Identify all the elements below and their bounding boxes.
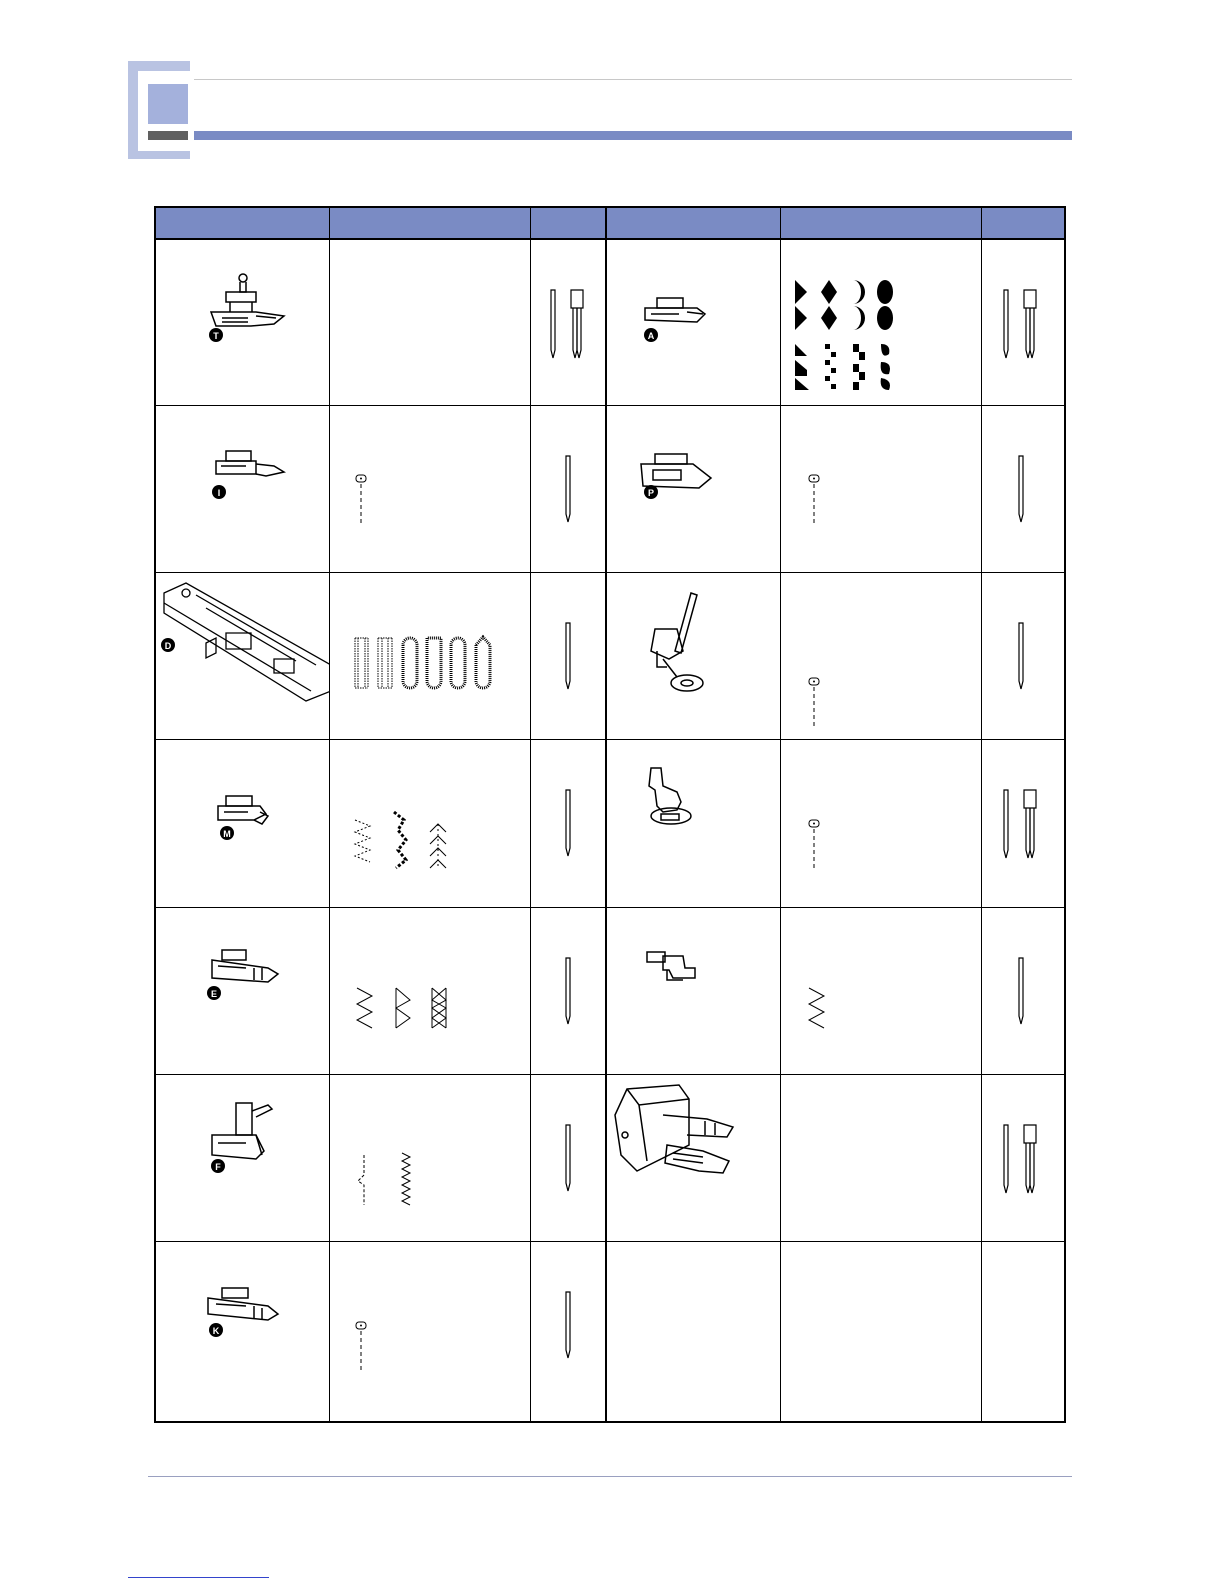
stitch-cell <box>330 908 530 1074</box>
footer-link-underline[interactable] <box>128 1577 269 1578</box>
needle-cell <box>982 573 1064 739</box>
table-row-foot-m <box>156 740 329 907</box>
header-tab-square <box>148 84 188 124</box>
needle-cell <box>531 240 605 405</box>
svg-text:M: M <box>223 829 231 839</box>
svg-text:E: E <box>210 989 218 999</box>
presser-foot-a-icon <box>607 240 780 405</box>
straight-stitch-icon <box>330 406 530 572</box>
stitch-cell-empty <box>781 1075 981 1241</box>
single-needle-icon <box>531 740 605 907</box>
stitch-cell <box>781 406 981 572</box>
table-row-foot-e <box>156 908 329 1074</box>
single-and-twin-needle-icon <box>982 740 1064 907</box>
single-needle-icon <box>531 1242 605 1421</box>
single-and-twin-needle-icon <box>982 240 1064 405</box>
needle-cell <box>531 573 605 739</box>
straight-stitch-icon <box>781 406 981 572</box>
presser-foot-m-icon <box>156 740 329 907</box>
stitch-cell <box>781 740 981 907</box>
svg-text:A: A <box>647 331 655 341</box>
presser-foot-p-icon <box>607 406 780 572</box>
svg-text:K: K <box>212 1326 220 1336</box>
empty-cell <box>607 1242 780 1421</box>
header-cell-needle-right <box>982 208 1064 238</box>
empty-cell <box>781 1242 981 1421</box>
single-needle-icon <box>982 573 1064 739</box>
single-needle-icon <box>982 908 1064 1074</box>
header-tab-gray-bar <box>148 131 188 140</box>
stitch-cell <box>781 240 981 405</box>
straight-stitch-icon <box>781 740 981 907</box>
needle-cell <box>982 740 1064 907</box>
table-row-darning-foot <box>607 573 780 739</box>
table-row-foot-p <box>607 406 780 572</box>
svg-text:P: P <box>647 488 655 498</box>
needle-cell <box>531 740 605 907</box>
presser-foot-table <box>154 206 1066 1423</box>
stitch-cell <box>330 1075 530 1241</box>
single-and-twin-needle-icon <box>982 1075 1064 1241</box>
needle-cell <box>531 908 605 1074</box>
narrow-foot-icon <box>607 908 780 1074</box>
buttonhole-foot-d-icon <box>156 573 329 739</box>
blind-hem-stitches-icon <box>330 1075 530 1241</box>
zigzag-stitches-icon <box>330 908 530 1074</box>
table-row-foot-t <box>156 240 329 405</box>
presser-foot-i-icon <box>156 406 329 572</box>
straight-stitch-icon <box>781 573 981 739</box>
darning-foot-icon <box>607 573 780 739</box>
quilting-foot-icon <box>607 740 780 907</box>
single-needle-icon <box>531 406 605 572</box>
satin-shape-stitches-icon <box>781 240 981 405</box>
table-row-foot-d <box>156 573 329 739</box>
stitch-cell <box>781 908 981 1074</box>
needle-cell <box>531 1242 605 1421</box>
svg-text:I: I <box>217 488 221 498</box>
svg-text:F: F <box>215 1162 221 1172</box>
table-row-foot-i <box>156 406 329 572</box>
presser-foot-e-icon <box>156 908 329 1074</box>
single-needle-icon <box>531 1075 605 1241</box>
header-cell-stitch-left <box>330 208 530 238</box>
header-cell-needle-left <box>531 208 605 238</box>
walking-foot-icon <box>607 1075 780 1241</box>
decorative-stitches-icon <box>330 740 530 907</box>
single-and-twin-needle-icon <box>531 240 605 405</box>
header-thin-line <box>194 79 1072 80</box>
stitch-cell <box>330 406 530 572</box>
needle-cell <box>982 1075 1064 1241</box>
presser-foot-k-icon <box>156 1242 329 1421</box>
needle-cell <box>982 240 1064 405</box>
needle-cell <box>982 908 1064 1074</box>
needle-cell <box>531 1075 605 1241</box>
needle-cell <box>982 406 1064 572</box>
needle-cell <box>531 406 605 572</box>
header-accent-bar <box>194 131 1072 140</box>
single-needle-icon <box>531 908 605 1074</box>
stitch-cell <box>330 1242 530 1421</box>
stitch-cell-empty <box>330 240 530 405</box>
empty-cell <box>982 1242 1064 1421</box>
header-cell-stitch-right <box>781 208 981 238</box>
presser-foot-t-icon <box>156 240 329 405</box>
table-row-narrow-foot <box>607 908 780 1074</box>
stitch-cell <box>330 740 530 907</box>
buttonhole-stitches-icon <box>330 573 530 739</box>
footer-line <box>148 1476 1072 1477</box>
stitch-cell <box>781 573 981 739</box>
table-row-walking-foot <box>607 1075 780 1241</box>
table-row-foot-k <box>156 1242 329 1421</box>
table-row-foot-f <box>156 1075 329 1241</box>
table-header-row <box>156 208 1064 240</box>
presser-foot-f-icon <box>156 1075 329 1241</box>
svg-text:T: T <box>213 331 219 341</box>
stitch-cell <box>330 573 530 739</box>
table-row-quilting-foot <box>607 740 780 907</box>
straight-stitch-icon <box>330 1242 530 1421</box>
header-cell-foot-left <box>156 208 329 238</box>
table-row-foot-a <box>607 240 780 405</box>
single-needle-icon <box>531 573 605 739</box>
single-needle-icon <box>982 406 1064 572</box>
zigzag-stitch-icon <box>781 908 981 1074</box>
svg-text:D: D <box>164 641 172 651</box>
header-cell-foot-right <box>607 208 780 238</box>
